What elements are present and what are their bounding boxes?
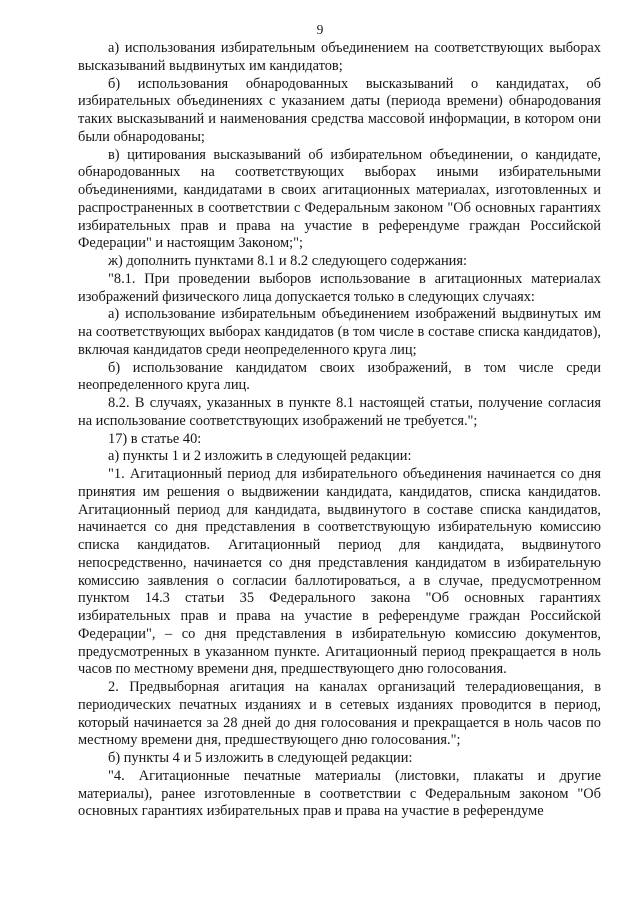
document-body [78,40,601,821]
paragraph-point-2-media-campaign: 2. Предвыборная агитация на каналах организаций телерадиовещания, в периодических печатных изданиях и в сетевых изданиях проводится в период, который начинается за 28 дней до дня голосования и прекращается в ноль часов по местному времени дня, предшествующего дню голосования."; [78,679,601,749]
paragraph-amendment-zh: ж) дополнить пунктами 8.1 и 8.2 следующего содержания: [108,253,467,269]
page-number: 9 [316,22,324,37]
paragraph-amendment-b-points-4-5: б) пункты 4 и 5 изложить в следующей редакции: [108,750,413,766]
paragraph-clause-v-citing-statements: в) цитирования высказываний об избирательном объединении, о кандидате, обнародованных на соответствующих выборах иными избирательными объединениями, кандидатами в своих агитационных материалах, изготовленных и распространенных в соответствии с Федеральным законом "Об основных гарантиях избирательных прав и права на участие в референдуме граждан Российской Федерации" и настоящим Законом;"; [78,146,601,252]
paragraph-item-17-article-40: 17) в статье 40: [108,430,202,447]
paragraph-amendment-a-points-1-2: а) пункты 1 и 2 изложить в следующей редакции: [108,448,412,465]
paragraph-point-8-1-b: б) использование кандидатом своих изображений, в том числе среди неопределенного круга лиц. [78,359,601,394]
paragraph-clause-a-candidates-statements: а) использования избирательным объединением на соответствующих выборах высказываний выдвинутых им кандидатов; [78,40,601,74]
paragraph-point-8-2: 8.2. В случаях, указанных в пункте 8.1 настоящей статьи, получение согласия на использование соответствующих изображений не требуется."; [78,395,601,429]
paragraph-point-8-1-a: а) использование избирательным объединением изображений выдвинутых им на соответствующих выборах кандидатов (в том числе в составе списка кандидатов), включая кандидатов среди неопределенного круга лиц; [78,306,601,358]
paragraph-point-1-campaign-period: "1. Агитационный период для избирательного объединения начинается со дня принятия им решения о выдвижении кандидата, кандидатов, списка кандидатов. Агитационный период для кандидата, выдвинутого в составе списка кандидатов, начинается со дня представления в соответствующую избирательную комиссию списка кандидатов. Агитационный период для кандидата, выдвинутого непосредственно, начинается со дня представления кандидатом в избирательную комиссию заявления о согласии баллотироваться, а в случае, предусмотренном пунктом 14.3 статьи 35 Федерального закона "Об основных гарантиях избирательных прав и права на участие в референдуме граждан Российской Федерации", – со дня представления в избирательную комиссию документов, предусмотренных в указанном пункте. Агитационный период прекращается в ноль часов по местному времени дня, предшествующего дню голосования. [78,466,601,678]
paragraph-point-8-1: "8.1. При проведении выборов использование в агитационных материалах изображений физического лица допускается только в следующих случаях: [78,270,601,305]
paragraph-point-4-printed-materials: "4. Агитационные печатные материалы (листовки, плакаты и другие материалы), ранее изготовленные в соответствии с Федеральным законом "Об основных гарантиях избирательных прав и права на участие в референдуме [78,767,601,820]
paragraph-clause-b-published-statements: б) использования обнародованных высказываний о кандидатах, об избирательных объединениях с указанием даты (периода времени) обнародования таких высказываний и наименования средства массовой информации, в котором они были обнародованы; [78,75,601,145]
